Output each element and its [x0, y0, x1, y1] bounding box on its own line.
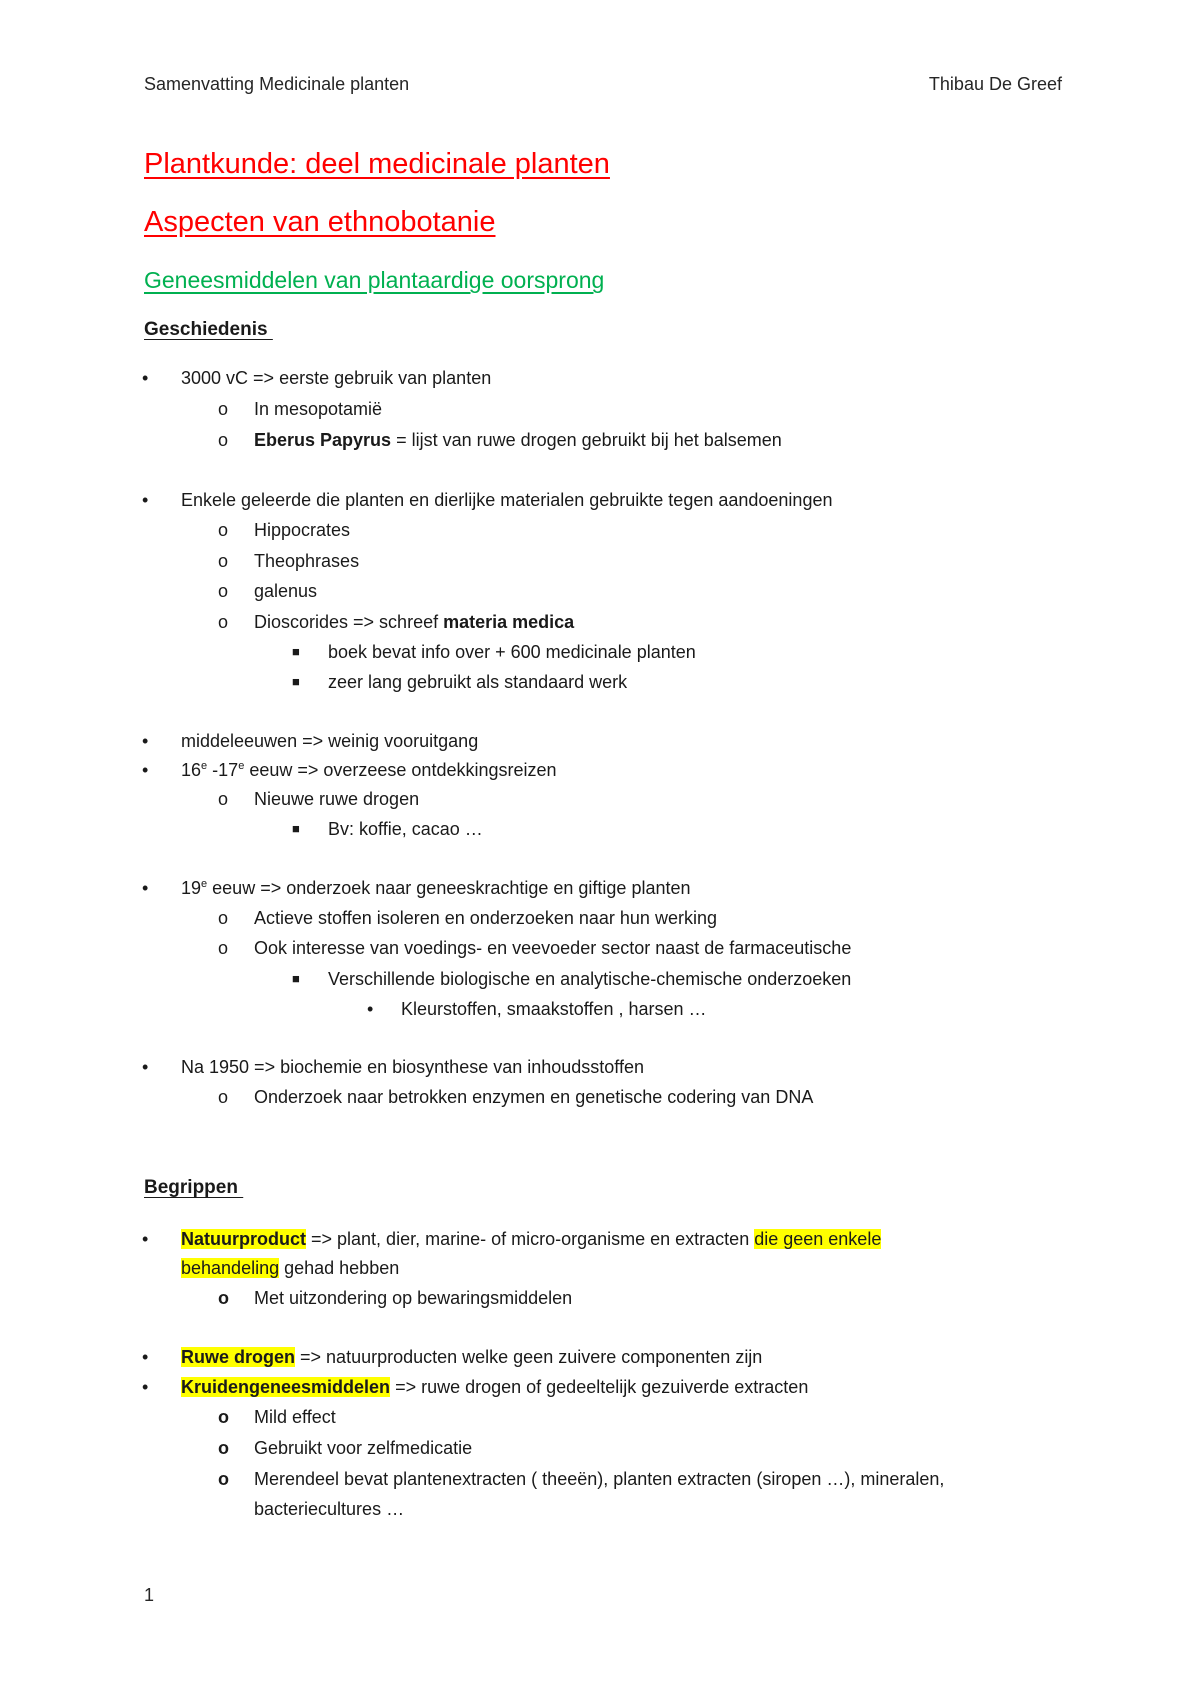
bullet-square-icon: ■: [292, 644, 300, 659]
list-item: Verschillende biologische en analytische-chemische onderzoeken: [328, 969, 852, 989]
bullet-disc-icon: •: [142, 368, 149, 388]
bullet-square-icon: ■: [292, 971, 300, 986]
bullet-square-icon: ■: [292, 821, 300, 836]
section-title: Geneesmiddelen van plantaardige oorsprong: [144, 267, 605, 293]
running-header: [144, 74, 1062, 95]
list-item: Gebruikt voor zelfmedicatie: [254, 1438, 473, 1458]
heading-geschiedenis: Geschiedenis: [144, 319, 273, 340]
list-item-text: eeuw => overzeese ontdekkingsreizen: [244, 760, 557, 780]
bullet-disc-icon: •: [142, 1347, 149, 1367]
bullet-disc-icon: •: [142, 731, 149, 751]
list-item: Na 1950 => biochemie en biosynthese van inhoudsstoffen: [181, 1057, 644, 1077]
header-author: Thibau De Greef: [928, 74, 1062, 94]
bullet-circle-icon: o: [218, 1438, 229, 1458]
list-item: Onderzoek naar betrokken enzymen en genetische codering van DNA: [254, 1087, 814, 1107]
bullet-disc-icon: •: [142, 760, 149, 780]
list-item-text: 16: [181, 760, 202, 780]
list-item: [254, 609, 574, 635]
term-ruwe-drogen: Ruwe drogen: [181, 1347, 296, 1367]
bullet-disc-icon: •: [142, 1057, 149, 1077]
bullet-circle-icon: o: [218, 612, 229, 632]
list-item: Merendeel bevat plantenextracten ( theeën), planten extracten (siropen …), mineralen,: [254, 1469, 945, 1489]
document-subtitle: Aspecten van ethnobotanie: [144, 206, 496, 238]
list-item: [181, 1344, 762, 1370]
bullet-disc-icon: •: [142, 1229, 149, 1249]
superscript: e: [238, 760, 245, 772]
term-kruidengeneesmiddelen: Kruidengeneesmiddelen: [181, 1377, 391, 1397]
list-item: [254, 427, 782, 453]
list-item-continuation: [181, 1255, 399, 1281]
list-item: Bv: koffie, cacao …: [328, 819, 483, 839]
list-item-text: 19: [181, 878, 202, 898]
bullet-circle-icon: o: [218, 399, 229, 419]
list-item-text: -17: [207, 760, 239, 780]
term-eberus-papyrus: Eberus Papyrus: [254, 430, 392, 450]
list-item: Met uitzondering op bewaringsmiddelen: [254, 1288, 573, 1308]
list-item: zeer lang gebruikt als standaard werk: [328, 672, 628, 692]
list-item: Mild effect: [254, 1407, 336, 1427]
list-item: Kleurstoffen, smaakstoffen , harsen …: [401, 999, 707, 1019]
list-item: Actieve stoffen isoleren en onderzoeken naar hun werking: [254, 908, 717, 928]
bullet-disc-icon: •: [367, 999, 374, 1019]
list-item: [181, 1226, 881, 1252]
bullet-circle-icon: o: [218, 581, 229, 601]
highlighted-text: behandeling: [181, 1258, 280, 1278]
bullet-disc-icon: •: [142, 878, 149, 898]
bullet-disc-icon: •: [142, 1377, 149, 1397]
list-item-continuation: bacteriecultures …: [254, 1499, 405, 1519]
bullet-disc-icon: •: [142, 490, 149, 510]
list-item-text: => ruwe drogen of gedeeltelijk gezuiverde extracten: [390, 1377, 809, 1397]
list-item-text: => plant, dier, marine- of micro-organisme en extracten: [306, 1229, 755, 1249]
bullet-circle-icon: o: [218, 520, 229, 540]
term-natuurproduct: Natuurproduct: [181, 1229, 306, 1249]
list-item-text: => natuurproducten welke geen zuivere componenten zijn: [295, 1347, 763, 1367]
bullet-circle-icon: o: [218, 908, 229, 928]
bullet-circle-icon: o: [218, 430, 229, 450]
term-materia-medica: materia medica: [443, 612, 575, 632]
bullet-circle-icon: o: [218, 1469, 229, 1489]
list-item: Hippocrates: [254, 520, 351, 540]
list-item: [181, 875, 691, 901]
list-item: Enkele geleerde die planten en dierlijke materialen gebruikte tegen aandoeningen: [181, 490, 833, 510]
page-number: 1: [144, 1585, 155, 1605]
list-item: [181, 1374, 808, 1400]
bullet-circle-icon: o: [218, 1288, 229, 1308]
bullet-circle-icon: o: [218, 789, 229, 809]
list-item: Ook interesse van voedings- en veevoeder sector naast de farmaceutische: [254, 938, 852, 958]
list-item: [181, 757, 557, 783]
list-item: middeleeuwen => weinig vooruitgang: [181, 731, 479, 751]
document-title: Plantkunde: deel medicinale planten: [144, 148, 610, 180]
list-item-text: gehad hebben: [279, 1258, 400, 1278]
superscript: e: [201, 760, 208, 772]
bullet-circle-icon: o: [218, 1407, 229, 1427]
heading-begrippen: Begrippen: [144, 1177, 244, 1198]
list-item: boek bevat info over + 600 medicinale planten: [328, 642, 696, 662]
list-item: Theophrases: [254, 551, 360, 571]
bullet-circle-icon: o: [218, 938, 229, 958]
highlighted-text: die geen enkele: [754, 1229, 882, 1249]
list-item-text: Dioscorides => schreef: [254, 612, 444, 632]
bullet-circle-icon: o: [218, 1087, 229, 1107]
list-item: In mesopotamië: [254, 399, 383, 419]
list-item: Nieuwe ruwe drogen: [254, 789, 420, 809]
list-item: 3000 vC => eerste gebruik van planten: [181, 368, 492, 388]
header-title: Samenvatting Medicinale planten: [144, 74, 410, 94]
list-item-text: = lijst van ruwe drogen gebruikt bij het balsemen: [391, 430, 782, 450]
list-item: galenus: [254, 581, 318, 601]
bullet-square-icon: ■: [292, 674, 300, 689]
superscript: e: [201, 878, 208, 890]
list-item-text: eeuw => onderzoek naar geneeskrachtige en giftige planten: [207, 878, 691, 898]
bullet-circle-icon: o: [218, 551, 229, 571]
